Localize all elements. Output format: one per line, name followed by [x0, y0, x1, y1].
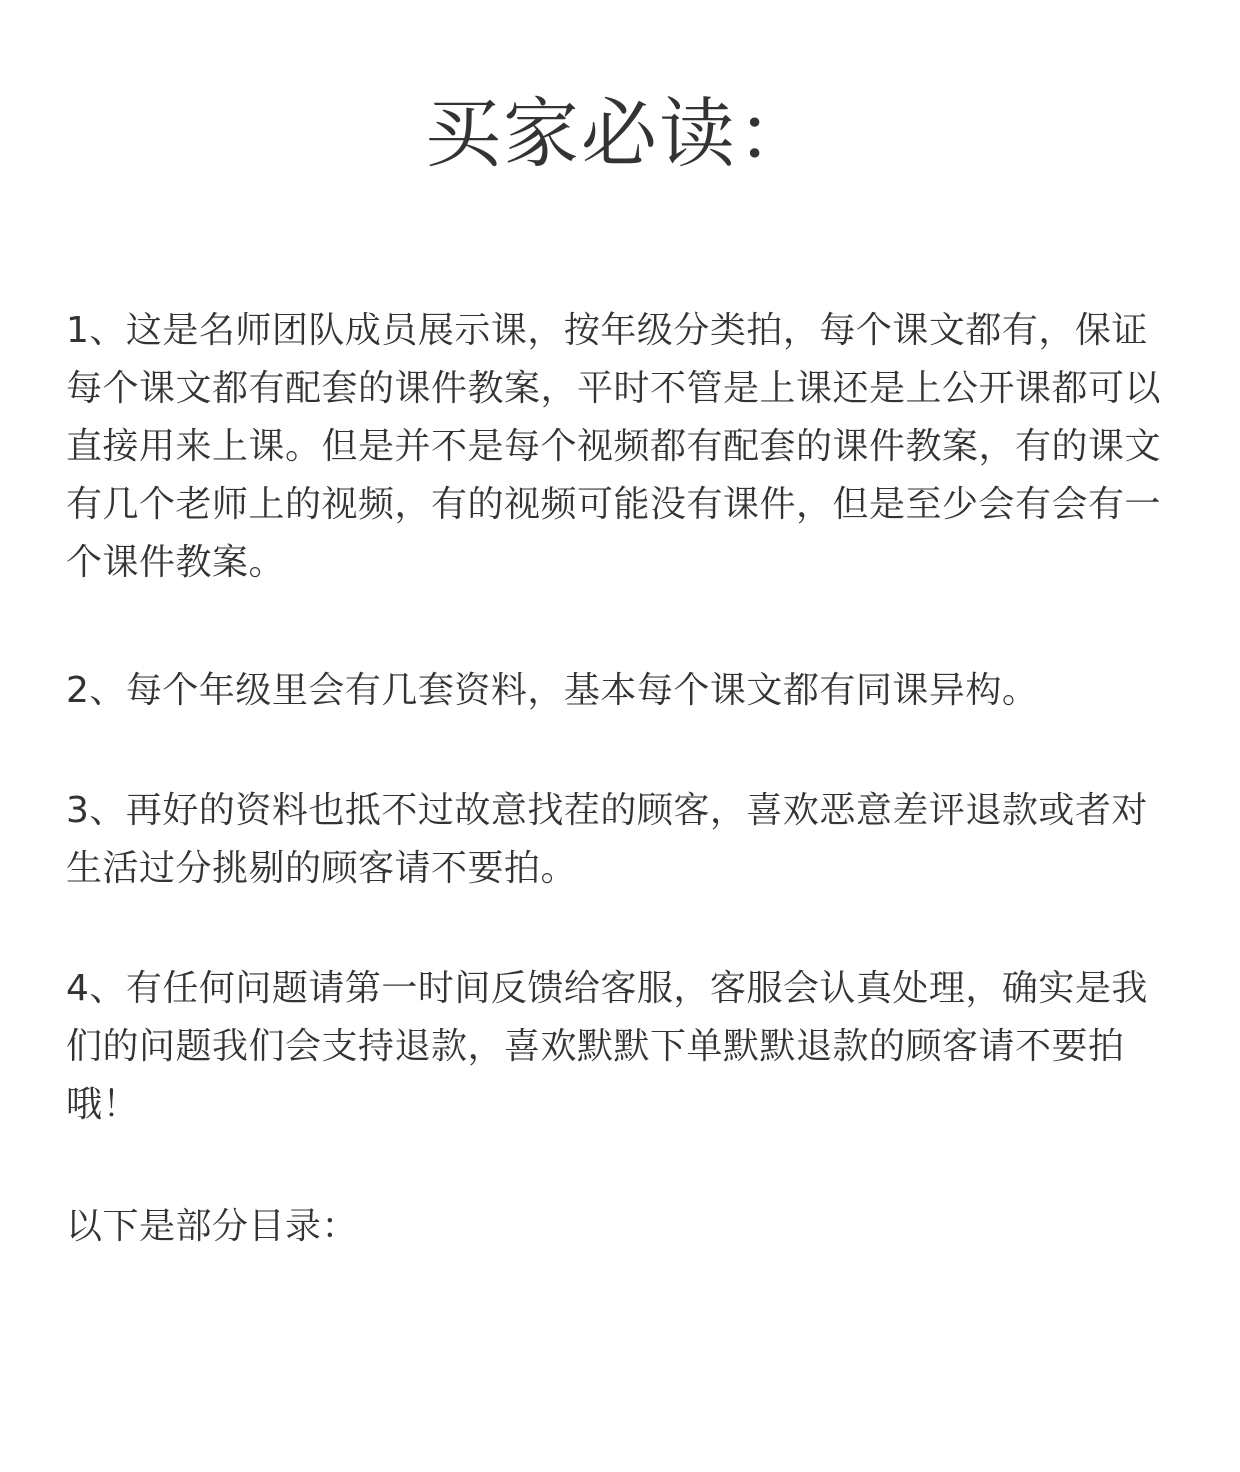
- catalog-intro: 以下是部分目录：: [66, 1206, 359, 1247]
- notice-item-3: 3、再好的资料也抵不过故意找茬的顾客，喜欢恶意差评退款或者对生活过分挑剔的顾客请不要拍。: [66, 790, 1148, 889]
- notice-item-2: 2、每个年级里会有几套资料，基本每个课文都有同课异构。: [66, 670, 1039, 711]
- notice-item-1: 1、这是名师团队成员展示课，按年级分类拍，每个课文都有，保证每个课文都有配套的课件教案，平时不管是上课还是上公开课都可以直接用来上课。但是并不是每个视频都有配套的课件教案，有的课文有几个老师上的视频，有的视频可能没有课件，但是至少会有会有一个课件教案。: [66, 310, 1162, 583]
- notice-item-4: 4、有任何问题请第一时间反馈给客服，客服会认真处理，确实是我们的问题我们会支持退款，喜欢默默下单默默退款的顾客请不要拍哦！: [66, 968, 1148, 1125]
- page-title: 买家必读：: [425, 89, 815, 178]
